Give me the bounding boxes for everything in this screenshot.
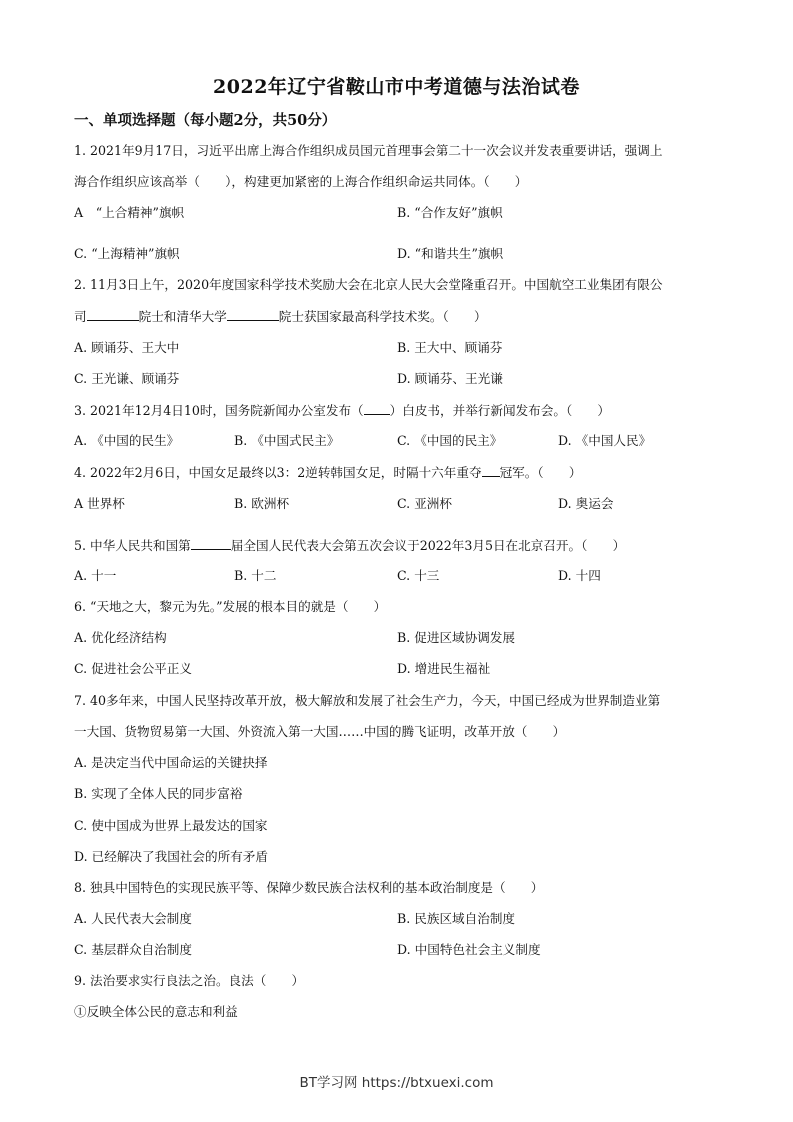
question-4-options — [74, 496, 724, 512]
question-6-options-row2 — [74, 661, 724, 677]
option-c: C. 基层群众自治制度 — [74, 942, 192, 957]
option-b: B. 民族区域自治制度 — [397, 911, 516, 926]
option-a: A. 顾诵芬、王大中 — [74, 340, 180, 355]
option-d: D. 《中国人民》 — [558, 433, 652, 448]
question-1-options-row1 — [74, 205, 724, 221]
option-c: C. 《中国的民主》 — [397, 433, 503, 448]
question-7-option-b: B. 实现了全体人民的同步富裕 — [74, 786, 243, 801]
option-c: C. 王光谦、顾诵芬 — [74, 371, 180, 386]
question-7-option-d: D. 已经解决了我国社会的所有矛盾 — [74, 849, 268, 864]
question-7-option-c: C. 使中国成为世界上最发达的国家 — [74, 818, 268, 833]
option-b: B. 十二 — [234, 568, 277, 583]
answer-blank — [227, 308, 279, 321]
answer-blank — [191, 537, 231, 550]
stem-text: 院士和清华大学 — [138, 309, 227, 324]
option-a: A. 优化经济结构 — [74, 630, 167, 645]
option-a: A “上合精神”旗帜 — [74, 205, 185, 220]
question-1-options-row2 — [74, 246, 724, 262]
answer-blank — [87, 308, 139, 321]
option-d: D. 增进民生福祉 — [397, 661, 491, 676]
stem-text: 院士获国家最高科学技术奖。（ ） — [278, 309, 487, 324]
option-c: C. 亚洲杯 — [397, 496, 452, 511]
question-8-stem: 8. 独具中国特色的实现民族平等、保障少数民族合法权利的基本政治制度是（ ） — [74, 880, 544, 895]
question-3-stem — [74, 402, 610, 419]
footer-watermark-text: BT学习网 https://btxuexi.com — [299, 1075, 494, 1091]
stem-text: 3. 2021年12月4日10时，国务院新闻办公室发布（ — [74, 403, 364, 418]
question-2-options-row1 — [74, 340, 724, 356]
option-b: B. 王大中、顾诵芬 — [397, 340, 503, 355]
question-2-options-row2 — [74, 371, 724, 387]
question-9-statement-1: ①反映全体公民的意志和利益 — [74, 1004, 238, 1019]
question-3-options — [74, 433, 724, 449]
stem-text: 5. 中华人民共和国第 — [74, 538, 191, 553]
stem-text: 冠军。（ ） — [499, 465, 582, 480]
question-1-stem-line1: 1. 2021年9月17日，习近平出席上海合作组织成员国元首理事会第二十一次会议并发表重要讲话，强调上 — [74, 143, 663, 158]
option-a: A. 《中国的民生》 — [74, 433, 180, 448]
option-c: C. 促进社会公平正义 — [74, 661, 192, 676]
stem-text: 司 — [74, 309, 87, 324]
question-8-options-row2 — [74, 942, 724, 958]
option-d: D. 顾诵芬、王光谦 — [397, 371, 503, 386]
option-a: A. 十一 — [74, 568, 117, 583]
option-c: C. “上海精神”旗帜 — [74, 246, 180, 261]
page-title: 2022年辽宁省鞍山市中考道德与法治试卷 — [213, 76, 580, 98]
question-6-stem: 6. “天地之大，黎元为先。”发展的根本目的就是（ ） — [74, 599, 387, 614]
question-6-options-row1 — [74, 630, 724, 646]
question-7-option-a: A. 是决定当代中国命运的关键抉择 — [74, 755, 268, 770]
option-b: B. 促进区域协调发展 — [397, 630, 516, 645]
option-c: C. 十三 — [397, 568, 440, 583]
option-a: A 世界杯 — [74, 496, 125, 511]
option-b: B. 欧洲杯 — [234, 496, 290, 511]
option-d: D. 中国特色社会主义制度 — [397, 942, 541, 957]
option-d: D. 十四 — [558, 568, 601, 583]
section-heading: 一、单项选择题（每小题2分，共50分） — [74, 112, 337, 129]
question-4-stem — [74, 464, 581, 481]
answer-blank — [364, 402, 390, 415]
question-5-options — [74, 568, 724, 584]
question-9-stem: 9. 法治要求实行良法之治。良法（ ） — [74, 973, 305, 988]
option-d: D. 奥运会 — [558, 496, 614, 511]
option-d: D. “和谐共生”旗帜 — [397, 246, 504, 261]
question-7-stem-line1: 7. 40多年来，中国人民坚持改革开放，极大解放和发展了社会生产力，今天，中国已经成为世界制造业第 — [74, 693, 661, 708]
stem-text: 4. 2022年2月6日，中国女足最终以3：2逆转韩国女足，时隔十六年重夺 — [74, 465, 482, 480]
question-2-stem-line2 — [74, 308, 487, 325]
option-b: B. 《中国式民主》 — [234, 433, 340, 448]
question-8-options-row1 — [74, 911, 724, 927]
question-2-stem-line1: 2. 11月3日上午，2020年度国家科学技术奖励大会在北京人民大会堂隆重召开。中国航空工业集团有限公 — [74, 277, 663, 292]
stem-text: 届全国人民代表大会第五次会议于2022年3月5日在北京召开。（ ） — [230, 538, 626, 553]
answer-blank — [482, 464, 500, 477]
stem-text: ）白皮书，并举行新闻发布会。（ ） — [389, 403, 611, 418]
option-a: A. 人民代表大会制度 — [74, 911, 192, 926]
question-7-stem-line2: 一大国、货物贸易第一大国、外资流入第一大国……中国的腾飞证明，改革开放（ ） — [74, 724, 566, 739]
question-5-stem — [74, 537, 625, 554]
question-1-stem-line2: 海合作组织应该高举（ ），构建更加紧密的上海合作组织命运共同体。（ ） — [74, 174, 528, 189]
option-b: B. “合作友好”旗帜 — [397, 205, 503, 220]
